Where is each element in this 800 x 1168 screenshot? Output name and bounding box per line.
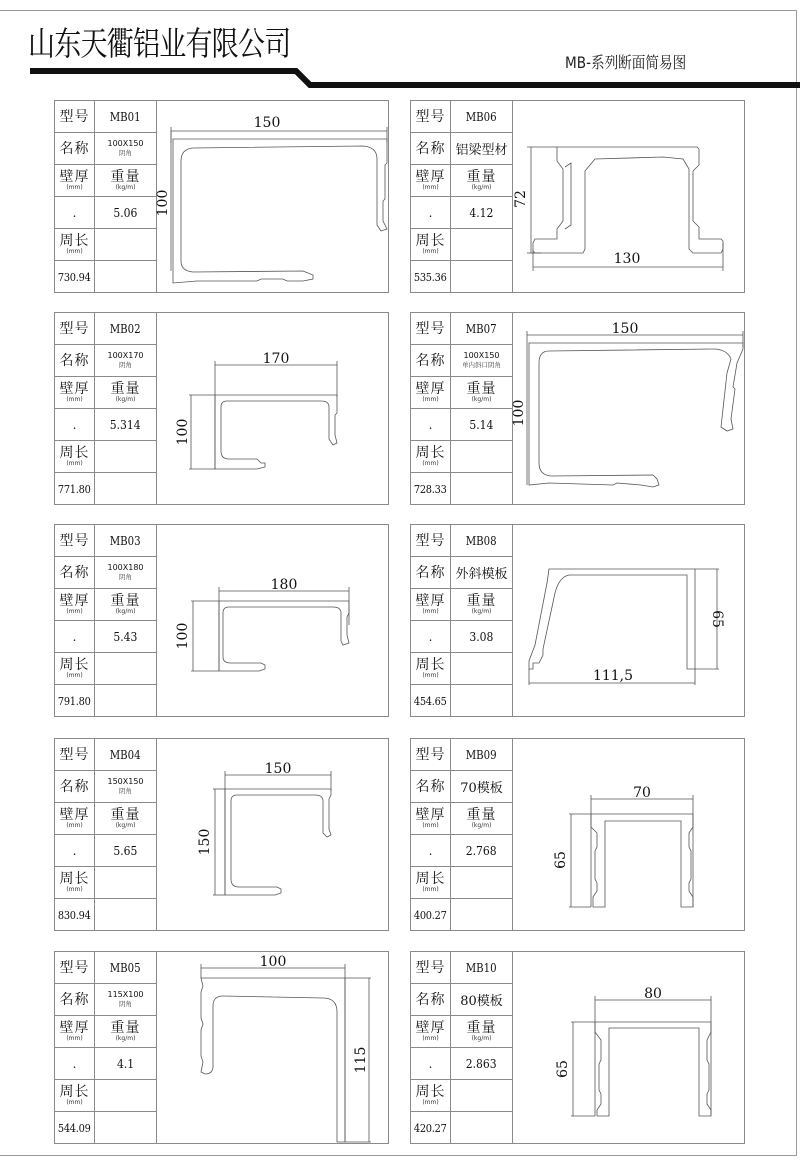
svg-text:150: 150 (611, 321, 639, 337)
perimeter-value: 420.27 (411, 1112, 451, 1143)
section-diagram (513, 525, 744, 716)
weight-label: 重量 (kg/m) (451, 803, 513, 835)
section-diagram (157, 952, 388, 1143)
wall-thickness-label: 壁厚 (mm) (55, 589, 95, 621)
name-label: 名称 (411, 984, 451, 1016)
spec-table (411, 952, 513, 1143)
wall-thickness-value: . (55, 197, 95, 229)
model-value: MB09 (451, 739, 513, 771)
weight-label: 重量 (kg/m) (451, 589, 513, 621)
svg-text:150: 150 (197, 828, 213, 856)
perimeter-blank (451, 229, 513, 261)
wall-thickness-value: . (55, 835, 95, 867)
model-value: MB05 (95, 952, 157, 984)
spec-table (55, 313, 157, 504)
perimeter-label: 周长 (mm) (55, 653, 95, 685)
weight-value: 4.12 (451, 197, 513, 229)
spec-table (55, 952, 157, 1143)
name-value: 150X150 阴角 (95, 771, 157, 803)
perimeter-value: 730.94 (55, 261, 95, 292)
section-diagram (513, 313, 744, 504)
perimeter-label: 周长 (mm) (55, 867, 95, 899)
model-value: MB10 (451, 952, 513, 984)
profile-card-mb05 (54, 951, 389, 1144)
perimeter-blank (95, 867, 157, 899)
weight-value: 5.314 (95, 409, 157, 441)
model-label: 型号 (55, 739, 95, 771)
perimeter-value-blank (451, 473, 513, 504)
perimeter-value: 400.27 (411, 899, 451, 930)
wall-thickness-value: . (411, 197, 451, 229)
svg-text:100: 100 (259, 954, 287, 970)
section-diagram (157, 525, 388, 716)
weight-value: 4.1 (95, 1048, 157, 1080)
svg-text:180: 180 (270, 577, 298, 593)
weight-value: 2.863 (451, 1048, 513, 1080)
section-diagram (513, 101, 744, 292)
model-value: MB02 (95, 313, 157, 345)
weight-label: 重量 (kg/m) (95, 803, 157, 835)
weight-value: 2.768 (451, 835, 513, 867)
wall-thickness-value: . (411, 409, 451, 441)
model-label: 型号 (55, 313, 95, 345)
perimeter-label: 周长 (mm) (55, 229, 95, 261)
name-label: 名称 (411, 133, 451, 165)
model-label: 型号 (411, 101, 451, 133)
perimeter-label: 周长 (mm) (411, 653, 451, 685)
weight-label: 重量 (kg/m) (95, 165, 157, 197)
weight-value: 3.08 (451, 621, 513, 653)
perimeter-value-blank (95, 261, 157, 292)
perimeter-value: 544.09 (55, 1112, 95, 1143)
header-rule (0, 60, 800, 90)
perimeter-blank (95, 441, 157, 473)
perimeter-blank (95, 229, 157, 261)
perimeter-blank (451, 653, 513, 685)
name-label: 名称 (411, 345, 451, 377)
name-label: 名称 (411, 771, 451, 803)
model-value: MB01 (95, 101, 157, 133)
model-value: MB04 (95, 739, 157, 771)
perimeter-value: 454.65 (411, 685, 451, 716)
model-value: MB07 (451, 313, 513, 345)
name-label: 名称 (55, 557, 95, 589)
perimeter-value: 728.33 (411, 473, 451, 504)
name-label: 名称 (55, 345, 95, 377)
perimeter-label: 周长 (mm) (411, 441, 451, 473)
perimeter-blank (451, 1080, 513, 1112)
profile-drawing (157, 313, 388, 504)
profile-drawing (157, 739, 388, 930)
weight-value: 5.43 (95, 621, 157, 653)
perimeter-blank (95, 653, 157, 685)
spec-table (411, 525, 513, 716)
svg-text:170: 170 (262, 351, 290, 367)
profile-drawing (513, 952, 744, 1143)
name-value: 115X100 阴角 (95, 984, 157, 1016)
profile-drawing (513, 525, 744, 716)
perimeter-value-blank (451, 1112, 513, 1143)
svg-text:70: 70 (633, 785, 651, 801)
model-label: 型号 (411, 739, 451, 771)
section-diagram (157, 101, 388, 292)
wall-thickness-value: . (411, 1048, 451, 1080)
section-diagram (157, 739, 388, 930)
profile-card-mb02 (54, 312, 389, 505)
perimeter-value-blank (95, 899, 157, 930)
perimeter-value-blank (451, 899, 513, 930)
name-label: 名称 (411, 557, 451, 589)
svg-text:100: 100 (175, 622, 191, 650)
section-diagram (157, 313, 388, 504)
wall-thickness-value: . (55, 409, 95, 441)
spec-table (411, 739, 513, 930)
weight-value: 5.65 (95, 835, 157, 867)
wall-thickness-value: . (55, 1048, 95, 1080)
model-label: 型号 (55, 952, 95, 984)
weight-label: 重量 (kg/m) (451, 1016, 513, 1048)
spec-table (411, 313, 513, 504)
profile-drawing (157, 952, 388, 1143)
model-value: MB06 (451, 101, 513, 133)
wall-thickness-label: 壁厚 (mm) (55, 377, 95, 409)
svg-text:65: 65 (553, 851, 569, 869)
name-value: 100X170 阴角 (95, 345, 157, 377)
perimeter-value-blank (95, 685, 157, 716)
perimeter-blank (95, 1080, 157, 1112)
name-value: 外斜模板 (451, 557, 513, 589)
perimeter-blank (451, 441, 513, 473)
name-label: 名称 (55, 984, 95, 1016)
perimeter-label: 周长 (mm) (411, 1080, 451, 1112)
weight-value: 5.14 (451, 409, 513, 441)
spec-table (55, 101, 157, 292)
name-value: 铝梁型材 (451, 133, 513, 165)
section-diagram (513, 739, 744, 930)
model-value: MB08 (451, 525, 513, 557)
svg-text:150: 150 (253, 115, 281, 131)
svg-text:65: 65 (555, 1060, 571, 1078)
perimeter-value-blank (95, 1112, 157, 1143)
profile-drawing (157, 101, 388, 292)
profile-drawing (513, 101, 744, 292)
name-value: 100X150 单内斜口阴角 (451, 345, 513, 377)
weight-label: 重量 (kg/m) (451, 377, 513, 409)
svg-text:100: 100 (175, 418, 191, 446)
wall-thickness-label: 壁厚 (mm) (411, 1016, 451, 1048)
svg-text:80: 80 (644, 986, 662, 1002)
perimeter-value-blank (451, 261, 513, 292)
model-label: 型号 (411, 952, 451, 984)
name-label: 名称 (55, 771, 95, 803)
wall-thickness-label: 壁厚 (mm) (411, 589, 451, 621)
svg-text:130: 130 (613, 251, 641, 267)
profile-drawing (513, 313, 744, 504)
perimeter-label: 周长 (mm) (55, 1080, 95, 1112)
svg-text:111,5: 111,5 (592, 668, 634, 684)
perimeter-label: 周长 (mm) (411, 229, 451, 261)
wall-thickness-value: . (411, 835, 451, 867)
profile-card-mb06 (410, 100, 745, 293)
company-title: 山东天衢铝业有限公司 (28, 24, 291, 63)
weight-value: 5.06 (95, 197, 157, 229)
profile-card-mb01 (54, 100, 389, 293)
wall-thickness-label: 壁厚 (mm) (411, 803, 451, 835)
model-label: 型号 (411, 525, 451, 557)
svg-text:65: 65 (709, 610, 725, 628)
profile-card-mb04 (54, 738, 389, 931)
weight-label: 重量 (kg/m) (95, 377, 157, 409)
profile-drawing (157, 525, 388, 716)
model-value: MB03 (95, 525, 157, 557)
name-value: 100X150 阴角 (95, 133, 157, 165)
perimeter-label: 周长 (mm) (411, 867, 451, 899)
profile-card-mb03 (54, 524, 389, 717)
perimeter-value: 791.80 (55, 685, 95, 716)
spec-table (411, 101, 513, 292)
wall-thickness-value: . (55, 621, 95, 653)
svg-text:115: 115 (353, 1046, 369, 1074)
profile-card-mb08 (410, 524, 745, 717)
name-label: 名称 (55, 133, 95, 165)
perimeter-value-blank (95, 473, 157, 504)
model-label: 型号 (55, 101, 95, 133)
svg-text:72: 72 (513, 190, 529, 208)
spec-table (55, 525, 157, 716)
model-label: 型号 (55, 525, 95, 557)
profile-card-mb09 (410, 738, 745, 931)
perimeter-label: 周长 (mm) (55, 441, 95, 473)
wall-thickness-label: 壁厚 (mm) (55, 165, 95, 197)
wall-thickness-value: . (411, 621, 451, 653)
svg-text:150: 150 (264, 761, 292, 777)
wall-thickness-label: 壁厚 (mm) (55, 803, 95, 835)
profile-card-mb07 (410, 312, 745, 505)
wall-thickness-label: 壁厚 (mm) (55, 1016, 95, 1048)
section-diagram (513, 952, 744, 1143)
wall-thickness-label: 壁厚 (mm) (411, 377, 451, 409)
spec-table (55, 739, 157, 930)
name-value: 70模板 (451, 771, 513, 803)
page-subtitle: MB-系列断面简易图 (565, 53, 687, 72)
profile-card-mb10 (410, 951, 745, 1144)
perimeter-value: 830.94 (55, 899, 95, 930)
profile-drawing (513, 739, 744, 930)
name-value: 80模板 (451, 984, 513, 1016)
model-label: 型号 (411, 313, 451, 345)
weight-label: 重量 (kg/m) (95, 1016, 157, 1048)
perimeter-blank (451, 867, 513, 899)
svg-text:100: 100 (511, 399, 527, 427)
weight-label: 重量 (kg/m) (95, 589, 157, 621)
name-value: 100X180 阴角 (95, 557, 157, 589)
wall-thickness-label: 壁厚 (mm) (411, 165, 451, 197)
perimeter-value: 535.36 (411, 261, 451, 292)
perimeter-value: 771.80 (55, 473, 95, 504)
weight-label: 重量 (kg/m) (451, 165, 513, 197)
svg-text:100: 100 (155, 189, 171, 217)
perimeter-value-blank (451, 685, 513, 716)
